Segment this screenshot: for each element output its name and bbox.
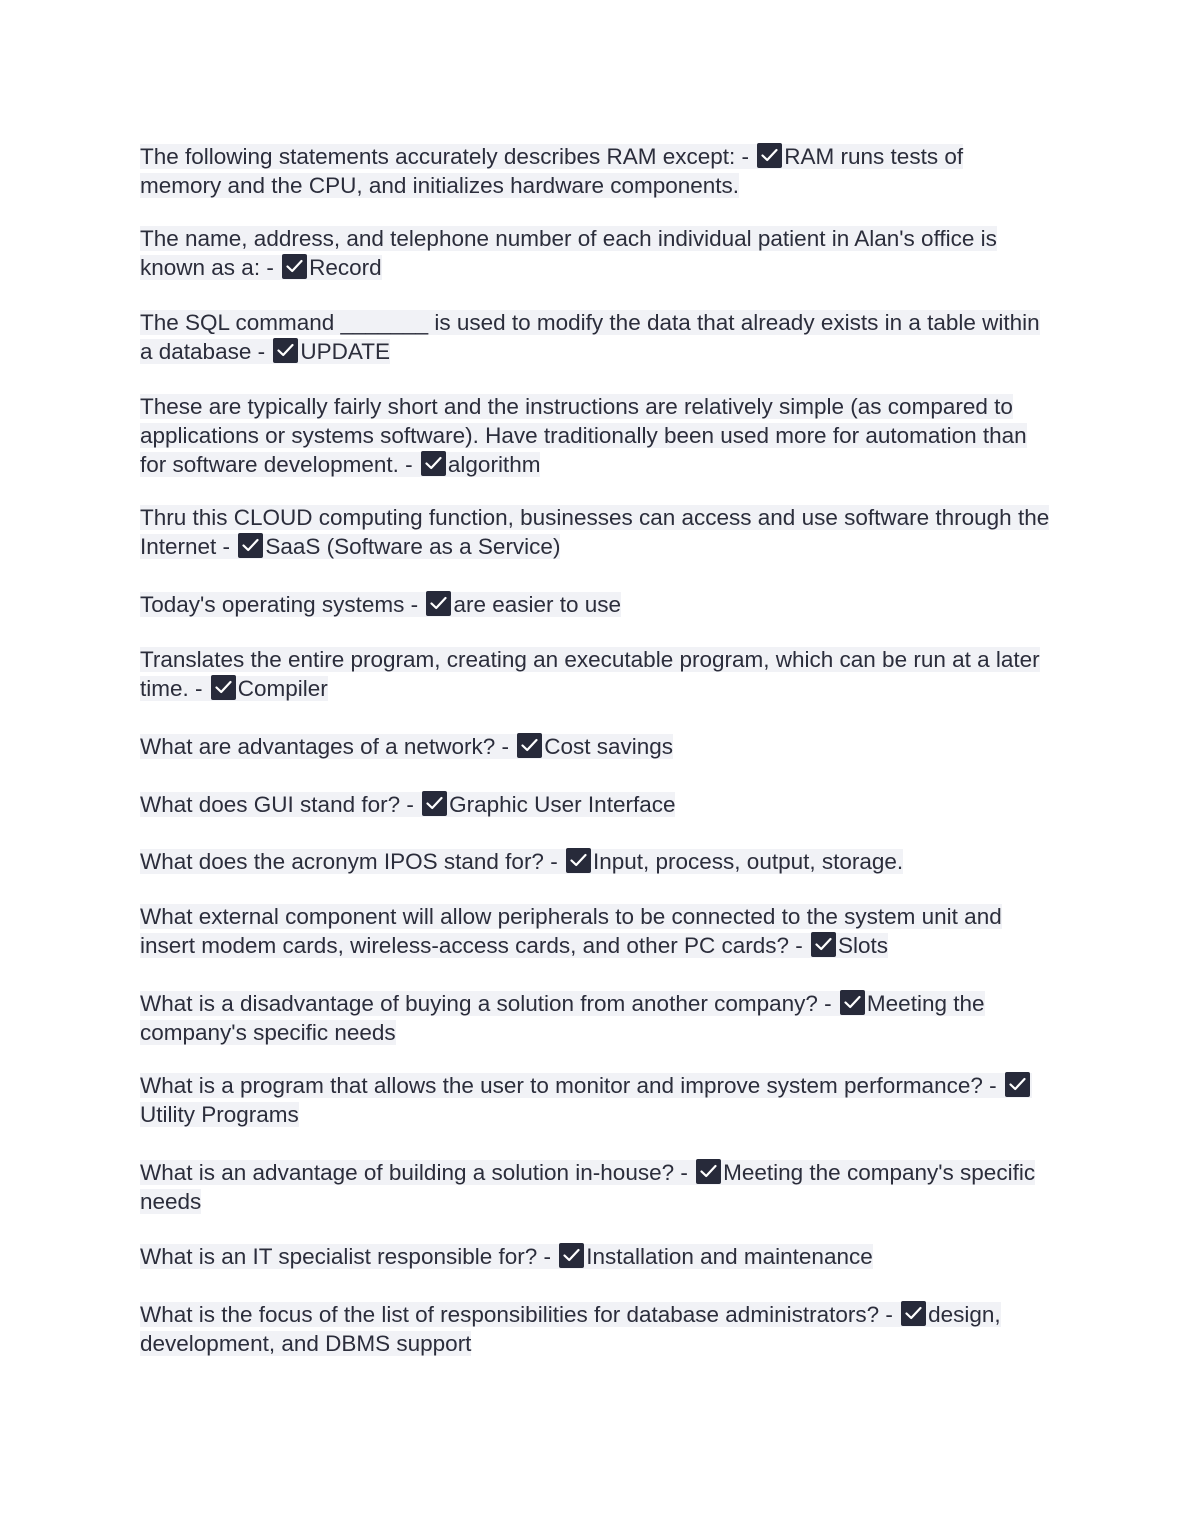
question-text: What are advantages of a network? - (140, 734, 509, 759)
question-text: What external component will allow peripherals to be connected to the system unit and insert modem cards, wireless-access cards, and other PC cards? - (140, 904, 1002, 958)
qa-item (140, 790, 1050, 819)
document-page (140, 142, 1050, 1358)
question-text: The SQL command _______ is used to modify the data that already exists in a table within a database - (140, 310, 1040, 364)
qa-item (140, 902, 1050, 960)
answer-text: Graphic User Interface (449, 792, 676, 817)
question-text: The name, address, and telephone number of each individual patient in Alan's office is known as a: - (140, 226, 997, 280)
answer-text: design, development, and DBMS support (140, 1302, 1001, 1356)
qa-item (140, 1242, 1050, 1271)
qa-item (140, 645, 1050, 703)
qa-item (140, 224, 1050, 282)
qa-item (140, 392, 1050, 479)
question-text: What is an IT specialist responsible for? - (140, 1244, 552, 1269)
checkmark-icon (422, 791, 447, 816)
question-text: What does GUI stand for? - (140, 792, 414, 817)
question-text: What is an advantage of building a solution in-house? - (140, 1160, 688, 1185)
checkmark-icon (421, 451, 446, 476)
question-text: What is a disadvantage of buying a solution from another company? - (140, 991, 832, 1016)
answer-text: Slots (838, 933, 889, 958)
answer-text: Record (309, 255, 382, 280)
answer-text: Utility Programs (140, 1102, 299, 1127)
qa-item (140, 308, 1050, 366)
answer-text: Installation and maintenance (586, 1244, 873, 1269)
qa-item (140, 142, 1050, 200)
question-text: What is a program that allows the user to monitor and improve system performance? - (140, 1073, 997, 1098)
qa-item (140, 590, 1050, 619)
checkmark-icon (566, 848, 591, 873)
qa-item (140, 1300, 1050, 1358)
qa-item (140, 847, 1050, 876)
checkmark-icon (238, 533, 263, 558)
checkmark-icon (840, 990, 865, 1015)
answer-text: Cost savings (544, 734, 674, 759)
qa-item (140, 503, 1050, 561)
checkmark-icon (757, 143, 782, 168)
qa-item (140, 1158, 1050, 1216)
checkmark-icon (211, 675, 236, 700)
question-text: What is the focus of the list of responsibilities for database administrators? - (140, 1302, 893, 1327)
checkmark-icon (696, 1159, 721, 1184)
checkmark-icon (559, 1243, 584, 1268)
qa-item (140, 732, 1050, 761)
answer-text: UPDATE (300, 339, 390, 364)
answer-text: RAM runs tests of memory and the CPU, and initializes hardware components. (140, 144, 964, 198)
checkmark-icon (282, 254, 307, 279)
qa-item (140, 1071, 1050, 1129)
answer-text: Input, process, output, storage. (592, 849, 904, 874)
question-text: Thru this CLOUD computing function, businesses can access and use software through the Internet - (140, 505, 1050, 559)
question-text: These are typically fairly short and the instructions are relatively simple (as compared to applications or systems software). Have traditionally been used more for automation than for software development. - (140, 394, 1027, 477)
answer-text: are easier to use (453, 592, 622, 617)
question-text: The following statements accurately describes RAM except: - (140, 144, 750, 169)
qa-item (140, 989, 1050, 1047)
question-text: Translates the entire program, creating an executable program, which can be run at a later time. - (140, 647, 1040, 701)
answer-text: algorithm (447, 452, 541, 477)
question-text: What does the acronym IPOS stand for? - (140, 849, 558, 874)
answer-text: Meeting the company's specific needs (140, 991, 985, 1045)
answer-text: SaaS (Software as a Service) (265, 534, 561, 559)
checkmark-icon (1005, 1072, 1030, 1097)
checkmark-icon (517, 733, 542, 758)
checkmark-icon (901, 1301, 926, 1326)
checkmark-icon (811, 932, 836, 957)
checkmark-icon (273, 338, 298, 363)
answer-text: Compiler (237, 676, 328, 701)
answer-text: Meeting the company's specific needs (140, 1160, 1036, 1214)
checkmark-icon (426, 591, 451, 616)
question-text: Today's operating systems - (140, 592, 419, 617)
